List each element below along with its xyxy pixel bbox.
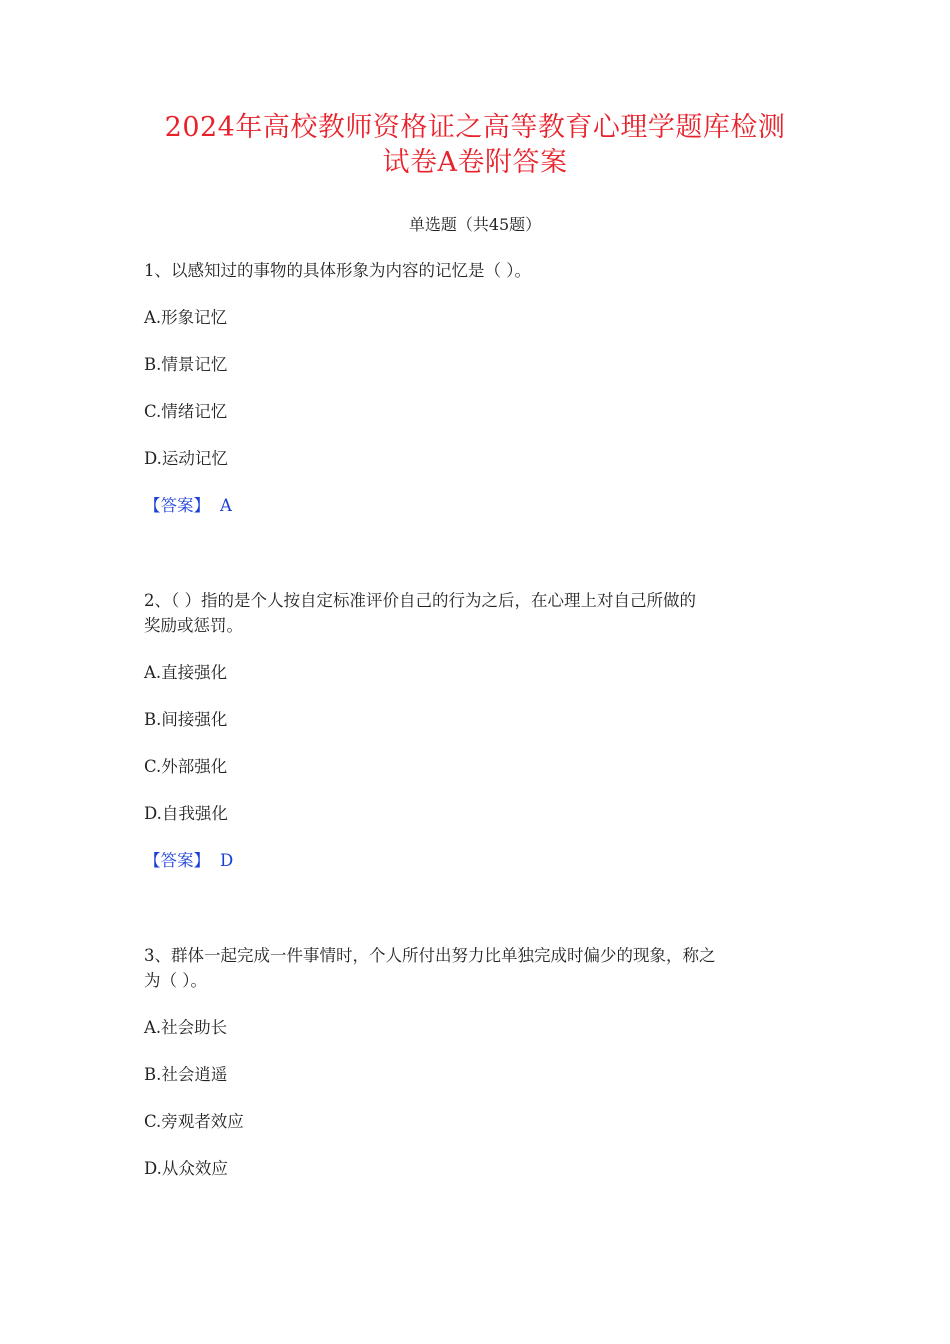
question-2-option-d: D.自我强化 <box>144 804 228 823</box>
question-2-option-a: A.直接强化 <box>144 663 228 682</box>
document-title-line-2: 试卷A卷附答案 <box>382 147 568 178</box>
question-1-option-a: A.形象记忆 <box>144 308 228 327</box>
question-3-option-a: A.社会助长 <box>144 1018 228 1037</box>
question-3-text-line-2: 为（ ）。 <box>144 971 207 990</box>
question-2-answer <box>144 849 233 873</box>
document-title-line-1: 2024年高校教师资格证之高等教育心理学题库检测 <box>164 112 786 143</box>
section-heading: 单选题（共45题） <box>408 215 542 234</box>
question-1-option-c: C.情绪记忆 <box>144 402 228 421</box>
question-3-text-line-1: 3、群体一起完成一件事情时，个人所付出努力比单独完成时偏少的现象，称之 <box>144 946 716 965</box>
question-1-option-d: D.运动记忆 <box>144 449 228 468</box>
question-3-option-c: C.旁观者效应 <box>144 1112 244 1131</box>
question-1-text: 1、以感知过的事物的具体形象为内容的记忆是（ ）。 <box>144 261 531 280</box>
question-1-answer <box>144 494 232 518</box>
question-2-text-line-1: 2、（ ）指的是个人按自定标准评价自己的行为之后，在心理上对自己所做的 <box>144 591 696 610</box>
question-3-option-b: B.社会逍遥 <box>144 1065 228 1084</box>
question-2-option-c: C.外部强化 <box>144 757 228 776</box>
question-1-option-b: B.情景记忆 <box>144 355 228 374</box>
question-2-option-b: B.间接强化 <box>144 710 228 729</box>
answer-label: 【答案】 <box>144 851 210 870</box>
question-3-option-d: D.从众效应 <box>144 1159 228 1178</box>
answer-value: A <box>220 496 232 515</box>
answer-label: 【答案】 <box>144 496 210 515</box>
question-2-text-line-2: 奖励或惩罚。 <box>144 616 243 635</box>
answer-value: D <box>220 851 234 870</box>
